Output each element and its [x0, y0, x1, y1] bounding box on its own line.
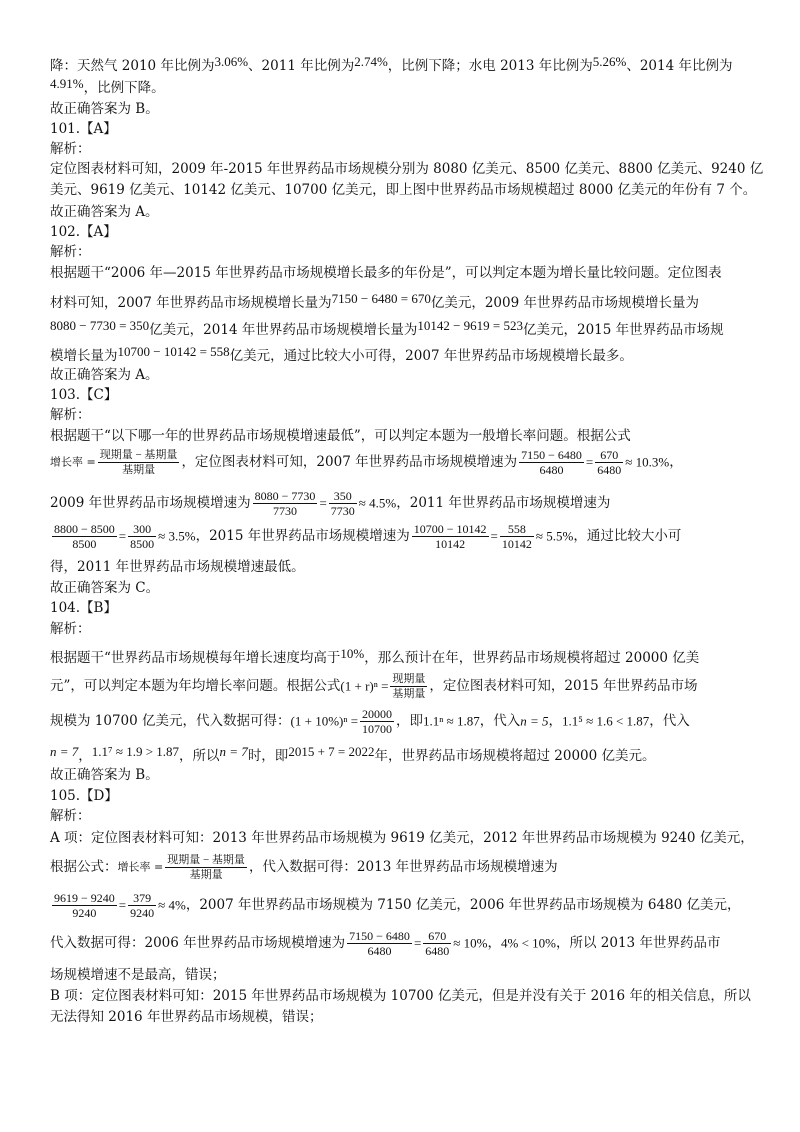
question-number: 101.【A】 [50, 121, 117, 137]
analysis-label: 解析： [50, 407, 91, 423]
text-line: 无法得知 2016 年世界药品市场规模，错误； [50, 1009, 323, 1025]
math: 4.91% [50, 76, 84, 91]
text: 、2011 年比例为 [248, 58, 355, 74]
math: 1.1⁵ ≈ 1.6 < 1.87 [562, 713, 650, 729]
math: 3.06% [214, 54, 249, 69]
fraction: $\frac{9619 - 9240}{9240}$ [54, 891, 115, 920]
math: 2.74% [354, 54, 388, 69]
text-line: 故正确答案为 A。 [50, 367, 159, 383]
math: = [319, 495, 327, 511]
text: 时，即 [247, 748, 289, 764]
text-line: 定位图表材料可知，2009 年-2015 年世界药品市场规模分别为 8080 亿美元、8500 亿美元、8800 亿美元、9240 亿 [50, 161, 764, 177]
text-line [50, 342, 633, 366]
math: (1 + 10%)ⁿ = [290, 713, 359, 729]
text: 降：天然气 2010 年比例为 [50, 58, 215, 74]
text: 根据公式： [50, 859, 118, 875]
math: n = 7 [50, 744, 79, 759]
math: 1.1ⁿ ≈ 1.87 [423, 713, 480, 729]
text: 2009 年世界药品市场规模增速为 [50, 495, 251, 511]
text: ，所以 [179, 748, 220, 764]
math: ≈ 5.5% [535, 528, 574, 544]
fraction: $\frac{558}{10142}$ [501, 522, 532, 551]
text-line: 根据题干“以下哪一年的世界药品市场规模增速最低”，可以判定本题为一般增长率问题。根据公式 [50, 428, 631, 444]
math: ≈ 4.5% [358, 495, 397, 511]
text: ，代入数据可得：2013 年世界药品市场规模增速为 [248, 859, 558, 875]
math: 2015 + 7 = 2022 [288, 744, 375, 759]
formula-label: 增长率 = [117, 860, 164, 874]
text: ，2015 年世界药品市场规模增速为 [195, 528, 410, 544]
text-line: 故正确答案为 A。 [50, 204, 159, 220]
text: 、2014 年比例为 [626, 58, 733, 74]
math: 4% < 10% [501, 935, 556, 951]
text-line [50, 742, 656, 766]
text: 亿美元，2014 年世界药品市场规模增长量为 [149, 322, 418, 338]
formula-label: 增长率 = [50, 455, 96, 469]
text: 根据题干“世界药品市场规模每年增长速度均高于 [50, 650, 341, 666]
text-line: A 项：定位图表材料可知：2013 年世界药品市场规模为 9619 亿美元，2012 年世界药品市场规模为 9240 亿美元， [50, 830, 754, 846]
text: ，所以 2013 年世界药品市 [556, 935, 721, 951]
text: ， [78, 748, 92, 764]
text: ，2007 年世界药品市场规模为 7150 亿美元，2006 年世界药品市场规模为 6480 亿美元， [185, 897, 741, 913]
text-line [50, 889, 741, 922]
text-line [50, 851, 558, 884]
text-line [50, 52, 733, 76]
text: ，代入 [479, 713, 521, 729]
text-line: 得，2011 年世界药品市场规模增速最低。 [50, 559, 305, 575]
text: 年，世界药品市场规模将超过 20000 亿美元。 [374, 748, 656, 764]
question-number: 103.【C】 [50, 387, 118, 403]
text: ， [548, 713, 563, 729]
question-number: 104.【B】 [50, 600, 117, 616]
math: ≈ 4% [158, 897, 186, 913]
text: ，即 [396, 713, 424, 729]
text-line [50, 316, 724, 340]
text: ，那么预计在年，世界药品市场规模将超过 20000 亿美 [364, 650, 700, 666]
math: = [118, 897, 127, 913]
math: n = 7 [219, 744, 248, 759]
text-line: 故正确答案为 C。 [50, 580, 160, 596]
fraction: $\frac{7150 - 6480}{6480}$ [521, 448, 582, 477]
math: = [118, 528, 127, 544]
fraction: $\frac{8800 - 8500}{8500}$ [54, 522, 115, 551]
text: ，代入 [649, 713, 690, 729]
math: (1 + r)ⁿ = [340, 678, 389, 694]
analysis-label: 解析： [50, 808, 91, 824]
text: ，比例下降；水电 2013 年比例为 [387, 58, 593, 74]
text-line [50, 446, 683, 479]
math: 1.1⁷ ≈ 1.9 > 1.87 [91, 744, 180, 759]
text-line [50, 644, 699, 668]
text: ， [669, 454, 683, 470]
math: 10700 − 10142 = 558 [117, 344, 230, 359]
text-line: 美元、9619 亿美元、10142 亿美元、10700 亿美元，即上图中世界药品市场规模超过 8000 亿美元的年份有 7 个。 [50, 182, 757, 198]
text: ，通过比较大小可 [573, 528, 682, 544]
math: ≈ 10.3% [625, 454, 670, 470]
math: ≈ 3.5% [158, 528, 196, 544]
text-line [50, 487, 610, 520]
text: 模增长量为 [50, 348, 118, 364]
text: 亿美元，通过比较大小可得，2007 年世界药品市场规模增长最多。 [229, 348, 633, 364]
text-line: B 项：定位图表材料可知：2015 年世界药品市场规模为 10700 亿美元，但是并没有关于 2016 年的相关信息，所以 [50, 988, 751, 1004]
fraction: $\frac{379}{9240}$ [130, 891, 155, 920]
text-line: 故正确答案为 B。 [50, 767, 159, 783]
fraction: $\frac{\text{现期量 − 基期量}}{\text{基期量}}$ [99, 449, 178, 476]
text: ，2011 年世界药品市场规模增速为 [396, 495, 611, 511]
fraction: $\frac{300}{8500}$ [130, 522, 155, 551]
text-line: 根据题干“2006 年—2015 年世界药品市场规模增长最多的年份是”，可以判定本题为增长量比较问题。定位图表 [50, 265, 722, 281]
fraction: $\frac{\text{现期量 − 基期量}}{\text{基期量}}$ [167, 854, 245, 881]
math: ≈ 10% [453, 935, 488, 951]
text: 亿美元，2015 年世界药品市场规 [523, 322, 724, 338]
analysis-label: 解析： [50, 621, 91, 637]
text-line [50, 927, 720, 960]
math: = [585, 454, 594, 470]
text: ，定位图表材料可知，2015 年世界药品市场 [429, 678, 698, 694]
fraction: $\frac{670}{6480}$ [425, 929, 450, 958]
text-line [50, 670, 698, 703]
fraction: $\frac{670}{6480}$ [597, 448, 622, 477]
fraction: $\frac{8080 - 7730}{7730}$ [254, 489, 316, 518]
text: 亿美元，2009 年世界药品市场规模增长量为 [430, 295, 699, 311]
text-line [50, 289, 699, 313]
fraction: $\frac{20000}{10700}$ [362, 707, 393, 736]
text-line [50, 74, 165, 98]
analysis-label: 解析： [50, 141, 91, 157]
text-line [50, 520, 681, 553]
math: 5.26% [592, 54, 627, 69]
fraction: $\frac{\text{现期量}}{\text{基期量}}$ [392, 673, 426, 700]
text: 规模为 10700 亿美元，代入数据可得： [50, 713, 291, 729]
text: ， [487, 935, 501, 951]
text: 材料可知，2007 年世界药品市场规模增长量为 [50, 295, 332, 311]
text-line: 故正确答案为 B。 [50, 101, 159, 117]
question-number: 102.【A】 [50, 224, 117, 240]
math: n = 5 [520, 713, 549, 729]
fraction: $\frac{10700 - 10142}{10142}$ [413, 522, 487, 551]
math: = [413, 935, 422, 951]
text: ，比例下降。 [83, 80, 165, 96]
text: 元”，可以判定本题为年均增长率问题。根据公式 [50, 678, 341, 694]
fraction: $\frac{350}{7730}$ [330, 489, 355, 518]
fraction: $\frac{7150 - 6480}{6480}$ [349, 929, 410, 958]
text: 代入数据可得：2006 年世界药品市场规模增速为 [50, 935, 346, 951]
text-line: 场规模增速不是最高，错误； [50, 967, 226, 983]
analysis-label: 解析： [50, 244, 91, 260]
question-number: 105.【D】 [50, 788, 118, 804]
math: 8080 − 7730 = 350 [50, 318, 150, 333]
text-line [50, 705, 690, 738]
math: 10% [340, 646, 365, 661]
text: ，定位图表材料可知，2007 年世界药品市场规模增速为 [181, 454, 518, 470]
math: 10142 − 9619 = 523 [417, 318, 523, 333]
math: 7150 − 6480 = 670 [331, 291, 431, 306]
math: = [490, 528, 498, 544]
